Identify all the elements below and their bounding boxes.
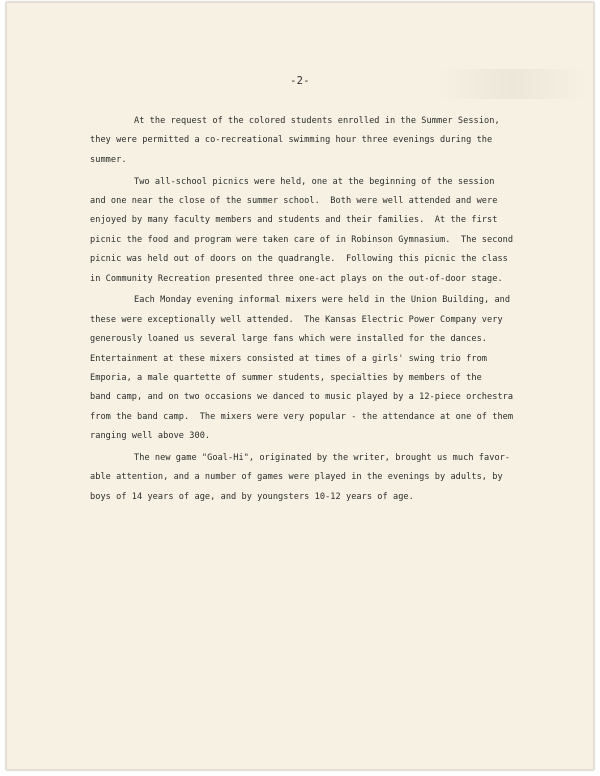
paragraph-goal-hi <box>90 449 538 507</box>
text-line: Entertainment at these mixers consisted at times of a girls' swing trio from <box>90 353 488 364</box>
text-line: enjoyed by many faculty members and students and their families. At the first <box>90 215 498 226</box>
text-line: Emporia, a male quartette of summer students, specialties by members of the <box>90 373 482 384</box>
text-line: Two all-school picnics were held, one at the beginning of the session <box>134 176 495 187</box>
text-line: summer. <box>90 154 127 165</box>
text-line: The new game "Goal-Hi", originated by the writer, brought us much favor- <box>134 453 511 464</box>
text-line: and one near the close of the summer school. Both were well attended and were <box>90 196 498 207</box>
paragraph-mixers <box>90 291 538 446</box>
text-line: picnic the food and program were taken care of in Robinson Gymnasium. The second <box>90 234 514 245</box>
text-line: picnic was held out of doors on the quadrangle. Following this picnic the class <box>90 254 508 265</box>
text-line: At the request of the colored students enrolled in the Summer Session, <box>134 116 500 126</box>
text-line: these were exceptionally well attended. The Kansas Electric Power Company very <box>90 314 503 325</box>
text-line: they were permitted a co-recreational swimming hour three evenings during the <box>90 135 493 146</box>
document-body <box>90 112 538 510</box>
text-line: from the band camp. The mixers were very popular - the attendance at one of them <box>90 411 514 422</box>
text-line: band camp, and on two occasions we danced to music played by a 12-piece orchestra <box>90 392 514 403</box>
text-line: generously loaned us several large fans which were installed for the dances. <box>90 334 488 345</box>
text-line: ranging well above 300. <box>90 431 211 442</box>
text-line: boys of 14 years of age, and by youngsters 10-12 years of age. <box>90 491 414 502</box>
page-number: -2- <box>290 75 310 87</box>
text-line: Each Monday evening informal mixers were held in the Union Building, and <box>134 295 511 306</box>
paragraph-picnics <box>90 173 538 289</box>
text-line: able attention, and a number of games were played in the evenings by adults, by <box>90 472 503 483</box>
text-line: in Community Recreation presented three one-act plays on the out-of-door stage. <box>90 273 503 284</box>
paragraph-swimming <box>90 112 538 170</box>
